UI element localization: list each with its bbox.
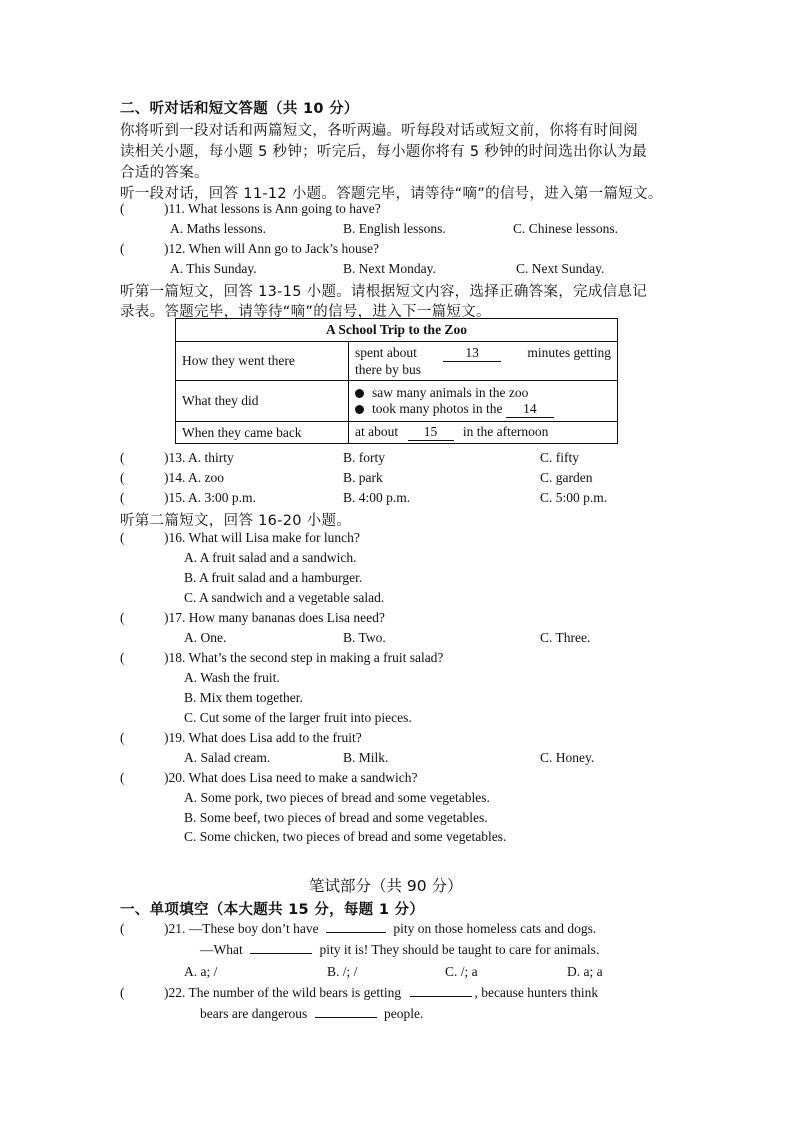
q22-line2 bbox=[200, 1006, 423, 1022]
question-20: ( )20. What does Lisa need to make a sandwich? bbox=[120, 770, 418, 785]
r1-line2: there by bus bbox=[355, 361, 421, 377]
question-22: ( )22. The number of the wild bears is getting , because hunters think bbox=[120, 985, 599, 1000]
question-12: ( )12. When will Ann go to Jack’s house? bbox=[120, 241, 379, 256]
q16-option-a[interactable]: A. A fruit salad and a sandwich. bbox=[184, 550, 357, 565]
q18-stem: )18. What’s the second step in making a fruit salad? bbox=[164, 650, 444, 665]
question-19: ( )19. What does Lisa add to the fruit? bbox=[120, 730, 362, 745]
q21-option-c[interactable]: C. /; a bbox=[445, 964, 478, 979]
q14-option-c[interactable]: C. garden bbox=[540, 470, 593, 485]
q22-stem-pre: )22. The number of the wild bears is getting bbox=[164, 985, 402, 1000]
q16-option-c[interactable]: C. A sandwich and a vegetable salad. bbox=[184, 590, 385, 605]
passage2-instruction: 听第二篇短文，回答 16-20 小题。 bbox=[120, 513, 352, 529]
q20-option-b[interactable]: B. Some beef, two pieces of bread and some vegetables. bbox=[184, 810, 488, 825]
question-21: ( )21. —These boy don’t have pity on those homeless cats and dogs. bbox=[120, 921, 597, 936]
q11-option-b[interactable]: B. English lessons. bbox=[343, 221, 446, 236]
q14-option-a[interactable]: )14. A. zoo bbox=[164, 470, 224, 485]
intro-line-2: 读相关小题，每小题 5 秒钟；听完后，每小题你将有 5 秒钟的时间选出你认为最 bbox=[120, 144, 648, 160]
q15-option-a[interactable]: )15. A. 3:00 p.m. bbox=[164, 490, 256, 505]
bullet-icon bbox=[355, 389, 364, 398]
blank-14[interactable]: 14 bbox=[506, 401, 554, 418]
zoo-trip-table bbox=[175, 318, 618, 444]
q17-option-b[interactable]: B. Two. bbox=[343, 630, 386, 645]
q16-option-b[interactable]: B. A fruit salad and a hamburger. bbox=[184, 570, 363, 585]
q15-option-c[interactable]: C. 5:00 p.m. bbox=[540, 490, 608, 505]
passage1-instruction-2: 录表。答题完毕，请等待“嘀”的信号，进入下一篇短文。 bbox=[120, 304, 491, 320]
q22-line2-pre: bears are dangerous bbox=[200, 1006, 308, 1021]
row-when-label: When they came back bbox=[176, 422, 349, 444]
bullet-icon bbox=[355, 405, 364, 414]
r2-bullet-2: took many photos in the bbox=[372, 400, 503, 416]
q14-option-b[interactable]: B. park bbox=[343, 470, 383, 485]
q21-stem-pre: )21. —These boy don’t have bbox=[164, 921, 319, 936]
q20-stem: )20. What does Lisa need to make a sandwich? bbox=[164, 770, 418, 785]
blank-15[interactable]: 15 bbox=[408, 424, 454, 441]
q18-option-a[interactable]: A. Wash the fruit. bbox=[184, 670, 280, 685]
row-what-label: What they did bbox=[176, 381, 349, 422]
question-11: ( )11. What lessons is Ann going to have? bbox=[120, 201, 381, 216]
dialogue-instruction: 听一段对话，回答 11-12 小题。答题完毕，请等待“嘀”的信号，进入第一篇短文。 bbox=[120, 186, 663, 202]
question-18: ( )18. What’s the second step in making a fruit salad? bbox=[120, 650, 444, 665]
q22-stem-post: , because hunters think bbox=[474, 985, 599, 1000]
question-16: ( )16. What will Lisa make for lunch? bbox=[120, 530, 360, 545]
intro-line-3: 合适的答案。 bbox=[120, 165, 209, 181]
intro-line-1: 你将听到一段对话和两篇短文，各听两遍。听每段对话或短文前，你将有时间阅 bbox=[120, 123, 638, 139]
q18-option-c[interactable]: C. Cut some of the larger fruit into pieces. bbox=[184, 710, 412, 725]
q22-blank-1[interactable] bbox=[410, 996, 472, 997]
passage1-instruction-1: 听第一篇短文，回答 13-15 小题。请根据短文内容，选择正确答案，完成信息记 bbox=[120, 284, 648, 300]
q18-option-b[interactable]: B. Mix them together. bbox=[184, 690, 303, 705]
q11-option-a[interactable]: A. Maths lessons. bbox=[170, 221, 267, 236]
q21-option-a[interactable]: A. a; / bbox=[184, 964, 218, 979]
r3-post: in the afternoon bbox=[462, 424, 549, 439]
single-choice-title: 一、单项填空（本大题共 15 分，每题 1 分） bbox=[120, 902, 425, 918]
r1-post: minutes getting bbox=[527, 344, 611, 360]
row-when-value bbox=[349, 422, 618, 444]
q20-option-a[interactable]: A. Some pork, two pieces of bread and some vegetables. bbox=[184, 790, 490, 805]
section-title: 二、听对话和短文答题（共 10 分） bbox=[120, 101, 359, 117]
q13-option-a[interactable]: )13. A. thirty bbox=[164, 450, 234, 465]
q21-line2 bbox=[200, 942, 599, 958]
row-what-value bbox=[349, 381, 618, 422]
q12-stem: )12. When will Ann go to Jack’s house? bbox=[164, 241, 379, 256]
q20-option-c[interactable]: C. Some chicken, two pieces of bread and some vegetables. bbox=[184, 829, 507, 844]
question-14: ( )14. A. zoo bbox=[120, 470, 224, 485]
row-how-value bbox=[349, 342, 618, 381]
q21-blank-2[interactable] bbox=[250, 953, 312, 954]
r3-pre: at about bbox=[355, 424, 399, 439]
q19-option-a[interactable]: A. Salad cream. bbox=[184, 750, 271, 765]
q21-line2-post: pity it is! They should be taught to care for animals. bbox=[319, 942, 600, 957]
q22-blank-2[interactable] bbox=[315, 1017, 377, 1018]
q15-option-b[interactable]: B. 4:00 p.m. bbox=[343, 490, 411, 505]
q21-option-b[interactable]: B. /; / bbox=[327, 964, 358, 979]
q12-option-c[interactable]: C. Next Sunday. bbox=[516, 261, 605, 276]
q19-option-c[interactable]: C. Honey. bbox=[540, 750, 595, 765]
row-how-label: How they went there bbox=[176, 342, 349, 381]
written-part-title: 笔试部分（共 90 分） bbox=[309, 877, 463, 895]
r1-pre: spent about bbox=[355, 344, 417, 360]
question-17: ( )17. How many bananas does Lisa need? bbox=[120, 610, 385, 625]
q21-line2-pre: —What bbox=[200, 942, 243, 957]
q21-option-d[interactable]: D. a; a bbox=[567, 964, 603, 979]
q11-option-c[interactable]: C. Chinese lessons. bbox=[513, 221, 619, 236]
q13-option-b[interactable]: B. forty bbox=[343, 450, 385, 465]
q17-option-c[interactable]: C. Three. bbox=[540, 630, 591, 645]
blank-13[interactable]: 13 bbox=[443, 345, 501, 362]
q22-line2-post: people. bbox=[383, 1006, 424, 1021]
q19-stem: )19. What does Lisa add to the fruit? bbox=[164, 730, 362, 745]
q17-stem: )17. How many bananas does Lisa need? bbox=[164, 610, 385, 625]
q11-stem: )11. What lessons is Ann going to have? bbox=[164, 201, 381, 216]
question-15: ( )15. A. 3:00 p.m. bbox=[120, 490, 256, 505]
q16-stem: )16. What will Lisa make for lunch? bbox=[164, 530, 360, 545]
q21-stem-post: pity on those homeless cats and dogs. bbox=[393, 921, 597, 936]
q13-option-c[interactable]: C. fifty bbox=[540, 450, 579, 465]
q17-option-a[interactable]: A. One. bbox=[184, 630, 227, 645]
question-13: ( )13. A. thirty bbox=[120, 450, 234, 465]
r2-bullet-1: saw many animals in the zoo bbox=[372, 384, 529, 400]
q12-option-b[interactable]: B. Next Monday. bbox=[343, 261, 436, 276]
q19-option-b[interactable]: B. Milk. bbox=[343, 750, 389, 765]
table-title: A School Trip to the Zoo bbox=[176, 319, 618, 342]
q12-option-a[interactable]: A. This Sunday. bbox=[170, 261, 257, 276]
q21-blank-1[interactable] bbox=[326, 932, 386, 933]
